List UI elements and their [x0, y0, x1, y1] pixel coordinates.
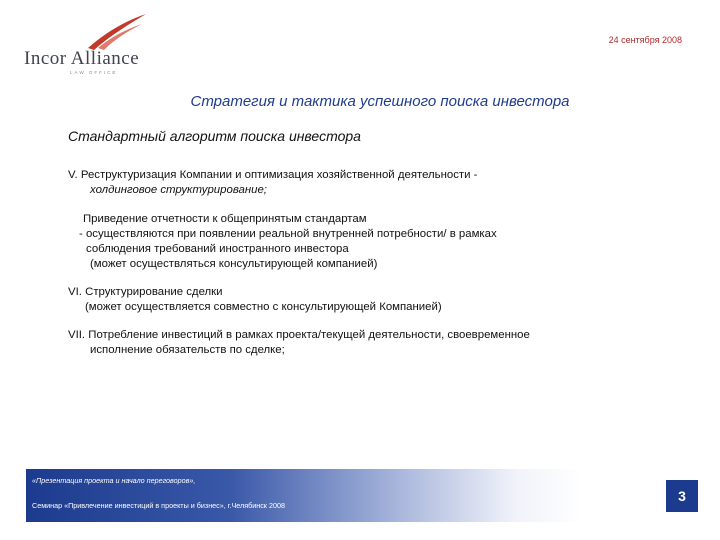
content-line: исполнение обязательств по сделке; — [90, 344, 285, 356]
logo-subtext: LAW OFFICE — [70, 70, 118, 75]
slide-date: 24 сентября 2008 — [608, 35, 682, 45]
content-line: (может осуществляется совместно с консультирующей Компанией) — [85, 301, 442, 313]
slide-subtitle: Стандартный алгоритм поиска инвестора — [68, 128, 361, 144]
slide-title: Стратегия и тактика успешного поиска инвестора — [190, 93, 570, 110]
content-line: холдинговое структурирование; — [90, 184, 267, 196]
content-line: V. Реструктуризация Компании и оптимизация хозяйственной деятельности - — [68, 169, 478, 181]
footer-presentation-title: «Презентация проекта и начало переговоров», — [32, 476, 196, 485]
footer-seminar-info: Семинар «Привлечение инвестиций в проекты и бизнес», г.Челябинск 2008 — [32, 501, 285, 510]
swoosh-logo-icon — [80, 12, 150, 52]
logo-text: Incor Alliance — [24, 48, 140, 69]
page-number: 3 — [666, 480, 698, 512]
slide-content — [68, 168, 668, 358]
content-line: VI. Структурирование сделки — [68, 286, 223, 298]
content-line: соблюдения требований иностранного инвестора — [86, 243, 349, 255]
content-line: VII. Потребление инвестиций в рамках проекта/текущей деятельности, своевременное — [68, 329, 530, 341]
content-line: (может осуществляться консультирующей компанией) — [90, 258, 378, 270]
content-line: - осуществляются при появлении реальной внутренней потребности/ в рамках — [79, 228, 497, 240]
company-logo — [22, 12, 182, 74]
content-line: Приведение отчетности к общепринятым стандартам — [83, 213, 367, 225]
